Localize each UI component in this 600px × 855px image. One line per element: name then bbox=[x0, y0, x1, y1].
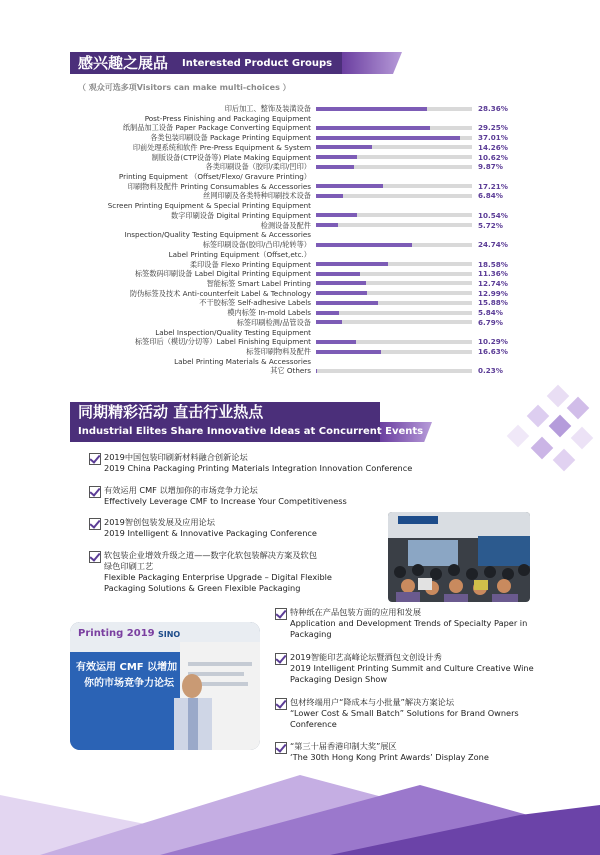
chart-bar bbox=[316, 223, 338, 227]
checkbox-icon bbox=[89, 486, 101, 498]
chart-value-label: 12.99% bbox=[478, 288, 508, 298]
event-line: Flexible Packaging Enterprise Upgrade – Digital Flexible bbox=[104, 572, 332, 582]
event-line: 2019 Intelligent & Innovative Packaging Conference bbox=[104, 528, 317, 538]
event-line: Packaging Solutions & Green Flexible Packaging bbox=[104, 583, 301, 593]
decorative-cubes-graphic bbox=[490, 378, 600, 488]
photo-screen-line-2: 你的市场竞争力论坛 bbox=[84, 678, 174, 689]
chart-value-label: 29.25% bbox=[478, 123, 508, 133]
chart-value-label: 10.54% bbox=[478, 210, 508, 220]
chart-bar bbox=[316, 350, 381, 354]
chart-bar-track bbox=[316, 262, 472, 266]
chart-bar bbox=[316, 369, 317, 373]
chart-value-label: 18.58% bbox=[478, 259, 508, 269]
chart-value-label: 17.21% bbox=[478, 181, 508, 191]
chart-value-label: 5.84% bbox=[478, 308, 503, 318]
chart-value-label: 16.63% bbox=[478, 347, 508, 356]
photo-screen-line-1: 有效运用 CMF 以增加 bbox=[76, 662, 178, 673]
chart-row-label: 柔印设备 Flexo Printing Equipment bbox=[189, 259, 311, 269]
chart-value-label: 6.79% bbox=[478, 317, 503, 327]
chart-row-label: Label Printing Equipment（Offset,etc.） bbox=[168, 249, 311, 259]
chart-value-label: 14.26% bbox=[478, 142, 508, 152]
event-line: 包材终端用户“降成本与小批量”解决方案论坛 bbox=[290, 697, 455, 707]
chart-bar bbox=[316, 311, 339, 315]
chart-bar bbox=[316, 291, 367, 295]
chart-bar bbox=[316, 155, 357, 159]
chart-row-label: 纸制品加工设备 Paper Package Converting Equipment bbox=[122, 123, 311, 133]
event-line: “Lower Cost & Small Batch” Solutions for Brand Owners bbox=[290, 708, 519, 718]
chart-value-label: 37.01% bbox=[478, 133, 508, 143]
chart-value-label: 10.29% bbox=[478, 337, 508, 347]
chart-bar bbox=[316, 262, 388, 266]
chart-value-label: 0.23% bbox=[478, 366, 503, 376]
chart-bar-track bbox=[316, 184, 472, 188]
chart-row-label: 标签数码印刷设备 Label Digital Printing Equipment bbox=[134, 269, 311, 279]
chart-bar-track bbox=[316, 281, 472, 285]
chart-value-label: 12.74% bbox=[478, 278, 508, 288]
event-line: 特种纸在产品包装方面的应用和发展 bbox=[290, 607, 422, 617]
chart-row-label: Inspection/Quality Testing Equipment & Accessories bbox=[124, 230, 311, 240]
chart-row-label: 不干胶标签 Self-adhesive Labels bbox=[199, 298, 311, 308]
event-line: 2019 Intelligent Printing Summit and Culture Creative Wine bbox=[290, 663, 534, 673]
section2-title-cn: 同期精彩活动 直击行业热点 bbox=[78, 403, 264, 421]
chart-row-label: 标签印刷物料及配件 bbox=[246, 347, 311, 356]
chart-row-label: 标签印刷设备(胶印/凸印/轮转等） bbox=[202, 240, 311, 250]
chart-value-label: 5.72% bbox=[478, 220, 503, 230]
chart-bar bbox=[316, 184, 383, 188]
chart-bar-track bbox=[316, 369, 472, 373]
chart-row-label: 智能标签 Smart Label Printing bbox=[206, 278, 311, 288]
event-line: 2019中国包装印刷新材料融合创新论坛 bbox=[104, 452, 248, 462]
chart-bar-track bbox=[316, 223, 472, 227]
chart-value-label: 10.62% bbox=[478, 152, 508, 162]
chart-row-label: 检测设备及配件 bbox=[260, 220, 311, 230]
chart-bar-track bbox=[316, 311, 472, 315]
chart-bar-track bbox=[316, 107, 472, 111]
chart-bar-track bbox=[316, 243, 472, 247]
chart-value-label: 24.74% bbox=[478, 240, 508, 250]
chart-bar bbox=[316, 301, 378, 305]
chart-bar bbox=[316, 243, 412, 247]
chart-bar bbox=[316, 165, 354, 169]
chart-bar bbox=[316, 194, 343, 198]
checkbox-icon bbox=[275, 608, 287, 620]
chart-bar bbox=[316, 340, 356, 344]
event-line: 2019智能印艺高峰论坛暨酒包文创设计秀 bbox=[290, 652, 442, 662]
chart-bar-track bbox=[316, 272, 472, 276]
chart-value-label: 6.84% bbox=[478, 191, 503, 201]
event-line: Packaging Design Show bbox=[290, 674, 388, 684]
chart-bar bbox=[316, 136, 460, 140]
chart-row-label: Label Inspection/Quality Testing Equipment bbox=[155, 327, 311, 337]
chart-bar-track bbox=[316, 165, 472, 169]
chart-bar bbox=[316, 272, 360, 276]
event-line: “第三十届香港印制大奖”展区 bbox=[290, 741, 397, 751]
event-line: Conference bbox=[290, 719, 337, 729]
chart-bar-track bbox=[316, 194, 472, 198]
event-line: 软包装企业增效升级之道——数字化软包装解决方案及软包 bbox=[104, 550, 317, 560]
chart-value-label: 28.36% bbox=[478, 104, 508, 113]
chart-bar bbox=[316, 281, 366, 285]
chart-bar-track bbox=[316, 350, 472, 354]
event-item bbox=[104, 550, 332, 594]
checkbox-icon bbox=[89, 518, 101, 530]
event-line: 绿色印刷工艺 bbox=[104, 561, 154, 571]
chart-bar bbox=[316, 213, 357, 217]
chart-value-label: 11.36% bbox=[478, 269, 508, 279]
chart-row-label: 丝网印刷及各类特种印刷技术设备 bbox=[203, 191, 311, 201]
chart-row-label: 防伪标签及技术 Anti-counterfeit Label & Technology bbox=[129, 288, 311, 298]
chart-bar bbox=[316, 320, 342, 324]
chart-row-label: Screen Printing Equipment & Special Printing Equipment bbox=[107, 201, 311, 211]
chart-bar-track bbox=[316, 136, 472, 140]
section1-title-cn: 感兴趣之展品 bbox=[78, 54, 169, 72]
audience-photo bbox=[388, 512, 530, 602]
chart-bar-track bbox=[316, 126, 472, 130]
event-line: Packaging bbox=[290, 629, 332, 639]
chart-row-label: 制版设备(CTP设备等) Plate Making Equipment bbox=[151, 152, 311, 162]
chart-row-label: 数字印刷设备 Digital Printing Equipment bbox=[171, 210, 311, 220]
section1-header-tail bbox=[342, 52, 402, 74]
chart-bar-track bbox=[316, 340, 472, 344]
bottom-decorative-wave bbox=[0, 745, 600, 855]
chart-value-label: 15.88% bbox=[478, 298, 508, 308]
event-item bbox=[104, 485, 347, 507]
chart-value-label: 9.87% bbox=[478, 162, 503, 172]
checkbox-icon bbox=[275, 653, 287, 665]
chart-row-label: Label Printing Materials & Accessories bbox=[174, 356, 311, 366]
chart-row-label: 标签印刷检测/品管设备 bbox=[236, 317, 311, 327]
checkbox-icon bbox=[89, 453, 101, 465]
chart-bar-track bbox=[316, 213, 472, 217]
section1-title-en: Interested Product Groups bbox=[182, 58, 333, 69]
chart-row-label: 印后加工、整饰及装潢设备 bbox=[224, 104, 311, 113]
section2-title-en: Industrial Elites Share Innovative Ideas at Concurrent Events bbox=[78, 426, 424, 437]
checkbox-icon bbox=[275, 698, 287, 710]
photo-logo-text-2: SINO bbox=[158, 630, 181, 639]
chart-bar-track bbox=[316, 155, 472, 159]
chart-bar-track bbox=[316, 145, 472, 149]
multi-choice-note: （ 观众可选多项Visitors can make multi-choices ） bbox=[78, 83, 291, 92]
chart-bar-track bbox=[316, 301, 472, 305]
event-line: Effectively Leverage CMF to Increase Your Competitiveness bbox=[104, 496, 347, 506]
chart-row-label: 印前处理系统和软件 Pre-Press Equipment & System bbox=[132, 142, 311, 152]
event-line: 有效运用 CMF 以增加你的市场竞争力论坛 bbox=[104, 485, 258, 495]
event-item bbox=[290, 652, 534, 685]
chart-row-label: 各类包装印刷设备 Package Printing Equipment bbox=[150, 133, 311, 143]
event-line: 2019智创包装发展及应用论坛 bbox=[104, 517, 215, 527]
chart-row-label: 模内标签 In-mold Labels bbox=[227, 308, 311, 318]
speaker-photo bbox=[70, 622, 260, 750]
event-line: Application and Development Trends of Specialty Paper in bbox=[290, 618, 528, 628]
event-line: ‘The 30th Hong Kong Print Awards’ Display Zone bbox=[290, 752, 489, 762]
chart-bar-track bbox=[316, 320, 472, 324]
chart-row-label: Post-Press Finishing and Packaging Equipment bbox=[144, 113, 311, 123]
chart-bar-track bbox=[316, 291, 472, 295]
chart-row-label: 标签印后（模切/分切等）Label Finishing Equipment bbox=[134, 337, 311, 347]
chart-row-label: 各类印刷设备（胶印/柔印/凹印） bbox=[205, 162, 311, 172]
photo-logo-text: Printing 2019 bbox=[78, 628, 155, 639]
chart-row-label: Printing Equipment （Offset/Flexo/ Gravure Printing） bbox=[118, 172, 311, 182]
chart-bar bbox=[316, 107, 427, 111]
chart-row-label: 印刷物料及配件 Printing Consumables & Accessories bbox=[127, 181, 311, 191]
chart-bar bbox=[316, 145, 372, 149]
event-item bbox=[104, 517, 317, 539]
event-line: 2019 China Packaging Printing Materials Integration Innovation Conference bbox=[104, 463, 413, 473]
checkbox-icon bbox=[89, 551, 101, 563]
event-item bbox=[290, 607, 527, 640]
chart-row-label: 其它 Others bbox=[270, 366, 311, 376]
event-item bbox=[290, 697, 519, 730]
chart-bar bbox=[316, 126, 430, 130]
event-item bbox=[104, 452, 412, 474]
